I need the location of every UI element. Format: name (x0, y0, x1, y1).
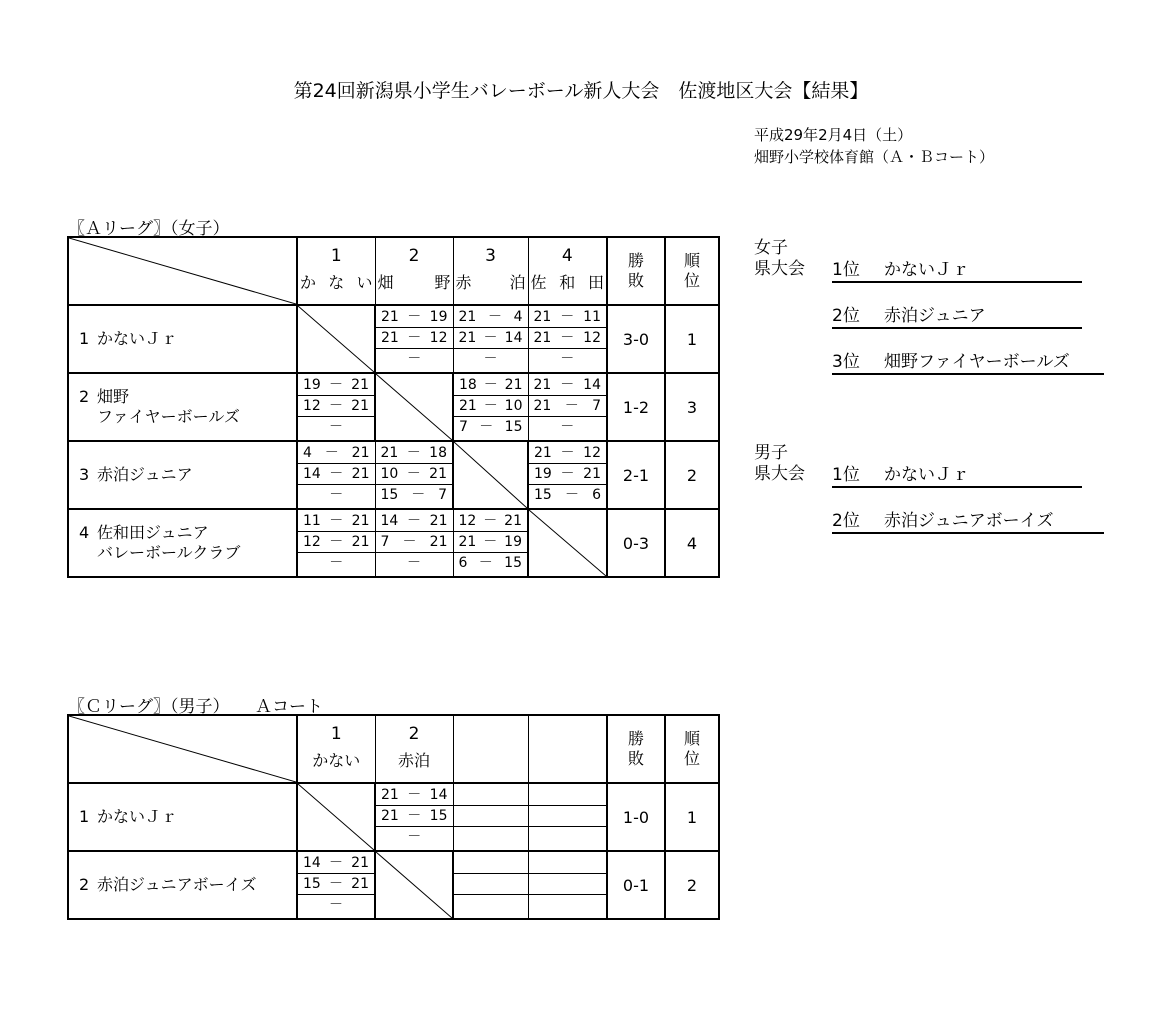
team-number: 1 (79, 329, 90, 348)
column-number: 1 (330, 246, 342, 266)
girls-prefectural-label: 県大会 (754, 259, 805, 279)
set-score: － (329, 419, 343, 435)
self-match-diagonal (528, 509, 607, 577)
set-score: 7 － 21 (376, 532, 453, 553)
rank-value: 1 (665, 783, 719, 851)
boys-prefectural-label: 県大会 (754, 464, 805, 484)
score-cell (297, 373, 375, 441)
rank-header: 順 位 (665, 237, 719, 305)
win-loss-value: 0-3 (607, 509, 665, 577)
column-number: 1 (330, 724, 342, 744)
place-team: 赤泊ジュニア (884, 306, 986, 326)
set-score: 10 － 21 (376, 464, 453, 485)
column-header (375, 237, 453, 305)
set-score (529, 853, 607, 874)
team-name: 佐和田ジュニア (97, 523, 209, 542)
score-cell (528, 441, 607, 509)
team-number: 3 (79, 465, 90, 484)
set-score: 21 － 12 (529, 443, 606, 464)
set-score (454, 874, 528, 895)
column-team-name: 赤泊 (397, 751, 430, 770)
place-rank: 1位 (832, 465, 860, 485)
set-score: 21 － 4 (454, 307, 528, 328)
set-score (529, 827, 607, 849)
team-name-cell (68, 373, 297, 441)
set-score: 21 － 14 (454, 328, 528, 349)
column-number: 2 (408, 246, 420, 266)
set-score: 4 － 21 (298, 443, 375, 464)
team-name: 赤泊ジュニア (97, 465, 193, 484)
score-cell (528, 851, 607, 919)
score-cell (528, 305, 607, 373)
score-cell (375, 509, 453, 577)
girls-results-label (754, 238, 805, 280)
team-name: かないＪｒ (97, 329, 178, 348)
score-cell (297, 441, 375, 509)
place-team: かないＪｒ (884, 465, 969, 485)
win-loss-value: 1-0 (607, 783, 665, 851)
set-score: 21 － 15 (376, 806, 453, 827)
score-cell (453, 373, 528, 441)
set-score (454, 806, 528, 827)
team-name-cell (68, 441, 297, 509)
column-number: 3 (485, 246, 496, 266)
set-score (454, 853, 528, 874)
boys-label: 男子 (754, 443, 788, 463)
team-row (68, 783, 719, 851)
team-row (68, 373, 719, 441)
event-info (754, 124, 994, 168)
team-number: 4 (79, 523, 90, 542)
rank-value: 2 (665, 441, 719, 509)
set-score: 11 － 21 (298, 511, 375, 532)
team-row (68, 441, 719, 509)
set-score: 6 － 15 (458, 555, 522, 571)
set-score: 12 － 21 (298, 396, 374, 417)
league-c-label: 〖Ｃリーグ〗（男子） Ａコート (68, 697, 323, 717)
column-number: 2 (408, 724, 420, 744)
score-cell (528, 373, 607, 441)
self-match-diagonal (375, 373, 453, 441)
team-name: かないＪｒ (97, 807, 178, 826)
set-score: 21 － 12 (376, 328, 453, 349)
set-score (454, 827, 528, 849)
win-loss-value: 2-1 (607, 441, 665, 509)
place-team: 赤泊ジュニアボーイズ (884, 511, 1054, 531)
team-name: ファイヤーボールズ (97, 407, 240, 426)
team-row (68, 851, 719, 919)
header-row (68, 715, 719, 783)
event-venue: 畑野小学校体育館（Ａ・Ｂコート） (754, 148, 995, 166)
column-header (375, 715, 453, 783)
column-header (297, 237, 375, 305)
set-score: － (483, 351, 498, 367)
team-name-cell (68, 783, 297, 851)
set-score: 21 － 7 (529, 396, 607, 417)
set-score (529, 895, 607, 917)
self-match-diagonal (297, 783, 375, 851)
set-score: 15 － 7 (380, 487, 447, 503)
score-cell (297, 509, 375, 577)
set-score: － (329, 487, 344, 503)
score-cell (453, 509, 528, 577)
team-name: 赤泊ジュニアボーイズ (97, 875, 257, 894)
score-cell (375, 783, 453, 851)
set-score: 14 － 21 (298, 464, 375, 485)
score-cell (528, 783, 607, 851)
set-score: 21 － 19 (454, 532, 528, 553)
team-number: 2 (79, 387, 90, 406)
self-match-diagonal (297, 305, 375, 373)
win-loss-header: 勝 敗 (607, 237, 665, 305)
score-cell (453, 783, 528, 851)
column-team-name: かない (312, 751, 361, 770)
win-loss-value: 0-1 (607, 851, 665, 919)
score-cell (375, 305, 453, 373)
place-rank: 2位 (832, 511, 860, 531)
self-match-diagonal (375, 851, 453, 919)
rank-header: 順 位 (665, 715, 719, 783)
set-score: 21 － 19 (376, 307, 453, 328)
column-header (528, 237, 607, 305)
column-header (453, 715, 528, 783)
team-number: 2 (79, 875, 90, 894)
result-place-line (832, 351, 1104, 375)
set-score: 21 － 12 (529, 328, 607, 349)
column-team-name: 赤 泊 (455, 273, 526, 292)
set-score (529, 785, 607, 806)
boys-results-label (754, 443, 805, 485)
column-team-name: か な い (300, 273, 373, 292)
team-row (68, 509, 719, 577)
win-loss-value: 1-2 (607, 373, 665, 441)
place-rank: 3位 (832, 352, 860, 372)
set-score: － (407, 829, 422, 845)
result-place-line (832, 464, 1082, 488)
set-score: － (329, 555, 344, 571)
score-cell (297, 851, 375, 919)
column-team-name: 畑 野 (377, 273, 451, 292)
header-diagonal-cell (68, 715, 297, 783)
column-number: 4 (561, 246, 573, 266)
set-score: 21 － 10 (454, 396, 528, 417)
score-cell (453, 305, 528, 373)
set-score: － (329, 897, 343, 913)
girls-label: 女子 (754, 238, 788, 258)
result-place-line (832, 305, 1082, 329)
set-score: 14 － 21 (298, 853, 374, 874)
place-team: かないＪｒ (884, 260, 969, 280)
place-rank: 2位 (832, 306, 860, 326)
team-name-cell (68, 305, 297, 373)
set-score: 19 － 21 (529, 464, 606, 485)
result-place-line (832, 510, 1104, 534)
set-score (529, 806, 607, 827)
set-score (529, 874, 607, 895)
place-team: 畑野ファイヤーボールズ (884, 352, 1070, 372)
set-score: 12 － 21 (454, 511, 528, 532)
score-cell (453, 851, 528, 919)
set-score: 21 － 11 (529, 307, 607, 328)
page-title: 第24回新潟県小学生バレーボール新人大会 佐渡地区大会【結果】 (293, 80, 869, 102)
set-score: 21 － 14 (529, 375, 607, 396)
team-name: バレーボールクラブ (97, 543, 241, 562)
team-name-cell (68, 509, 297, 577)
win-loss-header: 勝 敗 (607, 715, 665, 783)
team-name-cell (68, 851, 297, 919)
self-match-diagonal (453, 441, 528, 509)
header-diagonal-cell (68, 237, 297, 305)
set-score (454, 895, 528, 917)
column-header (297, 715, 375, 783)
rank-value: 1 (665, 305, 719, 373)
set-score: 18 － 21 (454, 375, 528, 396)
league-a-label: 〖Ａリーグ〗（女子） (68, 219, 230, 239)
win-loss-value: 3-0 (607, 305, 665, 373)
set-score: 7 － 15 (459, 419, 523, 435)
result-place-line (832, 259, 1082, 283)
set-score (454, 785, 528, 806)
column-team-name: 佐 和 田 (530, 273, 604, 292)
set-score: － (407, 555, 421, 571)
set-score: 15 － 21 (298, 874, 374, 895)
event-date: 平成29年2月4日（土） (754, 126, 913, 144)
set-score: － (560, 419, 575, 435)
league-c-table (67, 714, 720, 920)
set-score: 21 － 14 (376, 785, 453, 806)
set-score: － (560, 351, 575, 367)
set-score: 12 － 21 (298, 532, 375, 553)
set-score: － (407, 351, 422, 367)
place-rank: 1位 (832, 260, 860, 280)
header-row (68, 237, 719, 305)
rank-value: 4 (665, 509, 719, 577)
set-score: 21 － 18 (376, 443, 453, 464)
team-number: 1 (79, 807, 90, 826)
team-row (68, 305, 719, 373)
column-header (528, 715, 607, 783)
score-cell (375, 441, 453, 509)
set-score: 19 － 21 (298, 375, 374, 396)
set-score: 14 － 21 (376, 511, 453, 532)
set-score: 15 － 6 (534, 487, 601, 503)
team-name: 畑野 (97, 387, 130, 406)
rank-value: 3 (665, 373, 719, 441)
column-header (453, 237, 528, 305)
league-a-table (67, 236, 720, 578)
rank-value: 2 (665, 851, 719, 919)
